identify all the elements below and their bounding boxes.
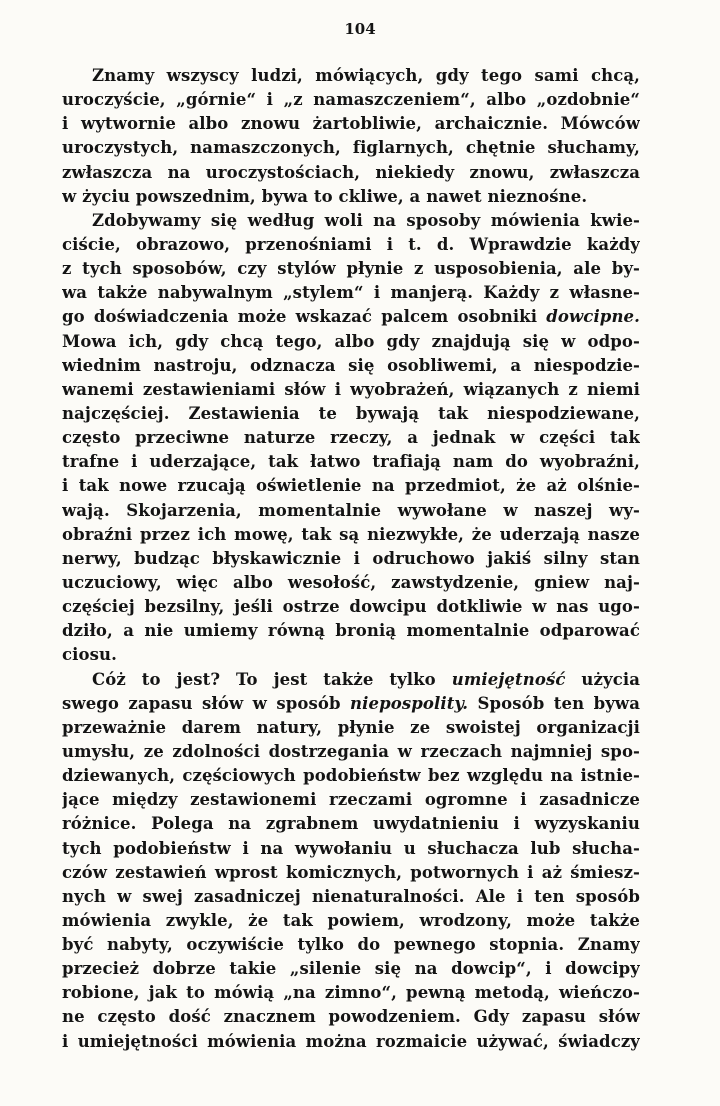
text-line [62,933,640,957]
text-run: wają. Skojarzenia, momentalnie wywołane w naszej wy- [62,500,640,520]
text-run: Zdobywamy się według woli na sposoby mówienia kwie- [92,210,640,230]
text-line [62,257,640,281]
text-run: robione, jak to mówią „na zimno“, pewną metodą, wieńczo- [62,983,640,1003]
text-run: nerwy, budząc błyskawicznie i odruchowo jakiś silny stan [62,548,640,568]
text-line [62,161,640,185]
text-line [62,354,640,378]
text-run: mówienia zwykle, że tak powiem, wrodzony, może także [62,910,640,930]
text-run: uroczyście, „górnie“ i „z namaszczeniem“, albo „ozdobnie“ [62,90,640,110]
text-run: ciosu. [62,645,117,665]
text-line [62,88,640,112]
text-line [62,619,640,643]
text-line [62,330,640,354]
text-line [62,547,640,571]
italic-text-run: niepospolity. [350,693,469,713]
text-line [62,233,640,257]
text-line [62,643,640,667]
text-run: nych w swej zasadniczej nienaturalności. Ale i ten sposób [62,886,640,906]
text-run: jące między zestawionemi rzeczami ogromne i zasadnicze [62,790,640,810]
text-run: trafne i uderzające, tak łatwo trafiają nam do wyobraźni, [62,452,640,472]
text-line [62,861,640,885]
text-run: umysłu, ze zdolności dostrzegania w rzeczach najmniej spo- [62,741,640,761]
text-run: być nabyty, oczywiście tylko do pewnego stopnia. Znamy [62,935,640,955]
text-run: wanemi zestawieniami słów i wyobrażeń, wiązanych z niemi [62,379,640,399]
text-run: przecież dobrze takie „silenie się na dowcip“, i dowcipy [62,959,640,979]
text-line [62,740,640,764]
text-run: dziło, a nie umiemy równą bronią momentalnie odparować [62,621,640,641]
text-line [62,64,640,88]
text-line [62,837,640,861]
text-line [62,450,640,474]
text-run: Znamy wszyscy ludzi, mówiących, gdy tego sami chcą, [92,66,640,85]
text-run: wa także nabywalnym „stylem“ i manjerą. Każdy z własne- [62,283,640,303]
text-line [62,136,640,160]
text-line [62,716,640,740]
text-line [62,378,640,402]
text-run: z tych sposobów, czy stylów płynie z usposobienia, ale by- [62,259,640,279]
text-run: obraźni przez ich mowę, tak są niezwykłe, że uderzają nasze [62,524,640,544]
text-run: przeważnie darem natury, płynie ze swoistej organizacji [62,717,640,737]
text-run: najczęściej. Zestawienia te bywają tak niespodziewane, [62,403,640,423]
text-line [62,402,640,426]
text-line [62,957,640,981]
italic-text-run: umiejętność [451,669,566,689]
text-run: Sposób ten bywa [468,693,640,713]
text-line [62,426,640,450]
text-line [62,788,640,812]
page-number: 104 [344,20,376,38]
text-line [62,185,640,209]
text-run: Cóż to jest? To jest także tylko [92,669,452,689]
text-run: Mowa ich, gdy chcą tego, albo gdy znajdują się w odpo- [62,331,640,351]
text-line [62,692,640,716]
text-run: użycia [565,669,640,689]
text-run: dziewanych, częściowych podobieństw bez względu na istnie- [62,766,640,786]
text-run: tych podobieństw i na wywołaniu u słuchacza lub słucha- [62,838,640,858]
text-line [62,499,640,523]
text-line [62,209,640,233]
text-run: często przeciwne naturze rzeczy, a jednak w części tak [62,428,640,448]
text-line [62,1030,640,1054]
text-line [62,112,640,136]
text-run: i tak nowe rzucają oświetlenie na przedmiot, że aż olśnie- [62,476,640,496]
text-line [62,812,640,836]
text-line [62,764,640,788]
text-run: uroczystych, namaszczonych, figlarnych, chętnie słuchamy, [62,138,640,158]
text-run: ciście, obrazowo, przenośniami i t. d. Wprawdzie każdy [62,234,640,254]
text-line [62,885,640,909]
text-line [62,595,640,619]
text-line [62,909,640,933]
text-line [62,305,640,329]
text-line [62,981,640,1005]
text-line [62,668,640,692]
text-line [62,1005,640,1029]
text-line [62,474,640,498]
text-run: ne często dość znacznem powodzeniem. Gdy zapasu słów [62,1007,640,1027]
body-text [62,64,640,1054]
text-line [62,571,640,595]
text-run: i wytwornie albo znowu żartobliwie, archaicznie. Mówców [62,114,640,134]
text-run: go doświadczenia może wskazać palcem osobniki [62,307,547,327]
text-run: wiednim nastroju, odznacza się osobliwemi, a niespodzie- [62,355,640,375]
text-run: w życiu powszednim, bywa to ckliwe, a nawet nieznośne. [62,186,588,206]
text-run: częściej bezsilny, jeśli ostrze dowcipu dotkliwie w nas ugo- [62,597,640,617]
italic-text-run: dowcipne. [546,307,640,327]
text-run: i umiejętności mówienia można rozmaicie używać, świadczy [62,1031,640,1051]
text-line [62,281,640,305]
text-run: zwłaszcza na uroczystościach, niekiedy znowu, zwłaszcza [62,162,640,182]
text-run: różnice. Polega na zgrabnem uwydatnieniu i wyzyskaniu [62,814,640,834]
text-line [62,523,640,547]
text-run: czów zestawień wprost komicznych, potwornych i aż śmiesz- [62,862,640,882]
text-run: swego zapasu słów w sposób [62,693,351,713]
text-run: uczuciowy, więc albo wesołość, zawstydzenie, gniew naj- [62,572,640,592]
